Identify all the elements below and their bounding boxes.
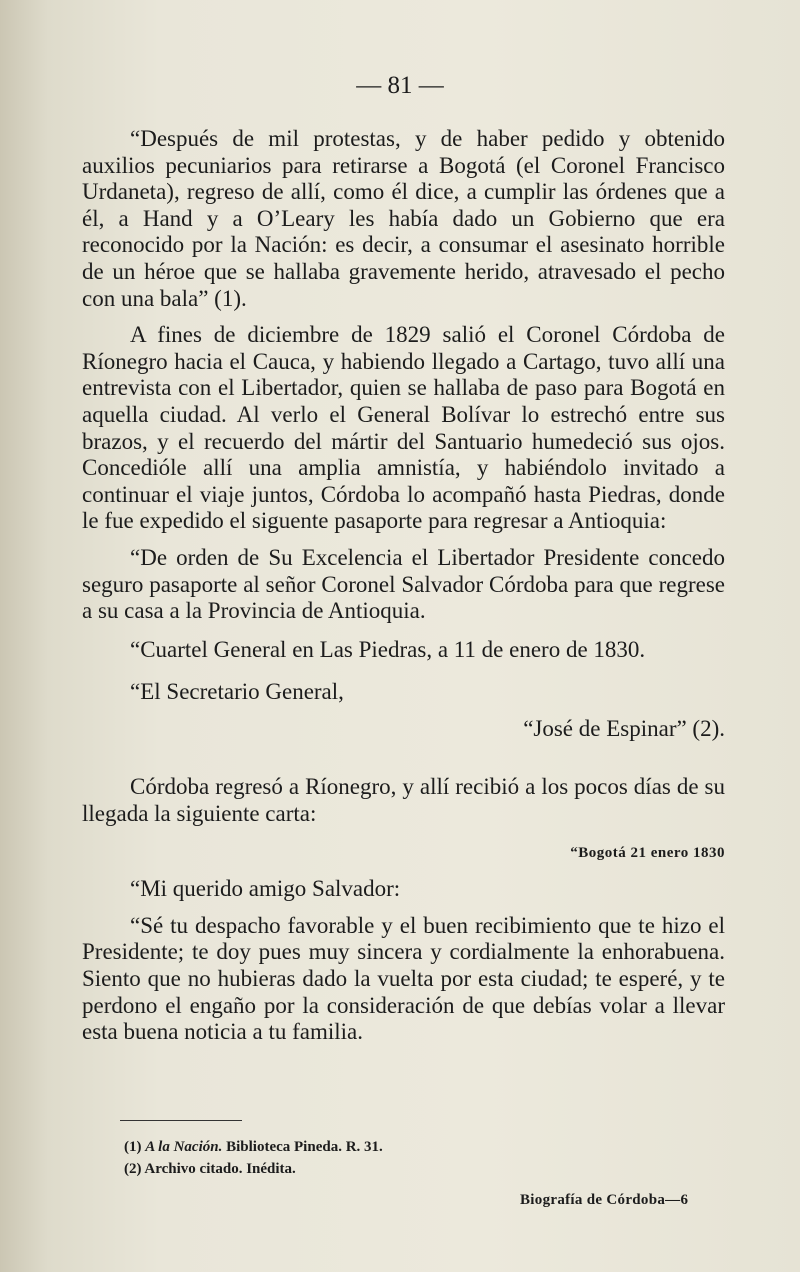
paragraph-quote-urdaneta: “Después de mil protestas, y de haber pedido y obtenido auxilios pecuniarios para retirarse a Bogotá (el Coronel Francisco Urdaneta), regreso de allí, como él dice, a cumplir las órdenes que a él, a Hand y a O’Leary les había dado un Gobierno que era reconocido por la Nación: es decir, a consumar el asesinato horrible de un héroe que se hallaba gravemente herido, atravesado el pecho con una bala” (1). [82,126,725,311]
paragraph-cordoba-regreso: Córdoba regresó a Ríonegro, y allí recibió a los pocos días de su llegada la siguiente carta: [82,774,725,827]
letter-body: “Sé tu despacho favorable y el buen recibimiento que te hizo el Presidente; te doy pues muy sincera y cordialmente la enhorabuena. Siento que no hubieras dado la vuelta por esta ciudad; te esperé, y te perdono el engaño por la consideración de que debías volar a llevar esta buena noticia a tu familia. [82,912,725,1045]
letter-salutation: “Mi querido amigo Salvador: [130,876,401,902]
paragraph-secretario: “El Secretario General, [130,679,344,705]
paragraph-cuartel-general: “Cuartel General en Las Piedras, a 11 de enero de 1830. [130,636,646,662]
page-number: — 81 — [356,72,444,99]
footnote-2: (2) Archivo citado. Inédita. [124,1161,296,1177]
signature-espinar: “José de Espinar” (2). [523,715,725,741]
letter-dateline: “Bogotá 21 enero 1830 [570,844,725,861]
footnotes [124,1136,684,1180]
paragraph-cordoba-cartago: A fines de diciembre de 1829 salió el Coronel Córdoba de Ríonegro hacia el Cauca, y habiendo llegado a Cartago, tuvo allí una entrevista con el Libertador, quien se hallaba de paso para Bogotá en aquella ciudad. Al verlo el General Bolívar lo estrechó entre sus brazos, y el recuerdo del mártir del Santuario humedeció sus ojos. Concedióle allí una amplia amnistía, y habiéndolo invitado a continuar el viaje juntos, Córdoba lo acompañó hasta Piedras, donde le fue expedido el siguente pasaporte para regresar a Antioquia: [82,322,725,534]
footnote-1-source: Biblioteca Pineda. R. 31. [226,1139,383,1155]
footnote-1-number: (1) [124,1139,142,1155]
footnote-divider [120,1120,242,1121]
footnote-1 [124,1136,684,1158]
paragraph-passport: “De orden de Su Excelencia el Libertador Presidente concedo seguro pasaporte al señor Coronel Salvador Córdoba para que regrese a su casa a la Provincia de Antioquia. [82,544,725,624]
footnote-1-title: A la Nación. [145,1139,223,1155]
page-body [82,126,725,1046]
signature-mark: Biografía de Córdoba—6 [520,1192,689,1208]
